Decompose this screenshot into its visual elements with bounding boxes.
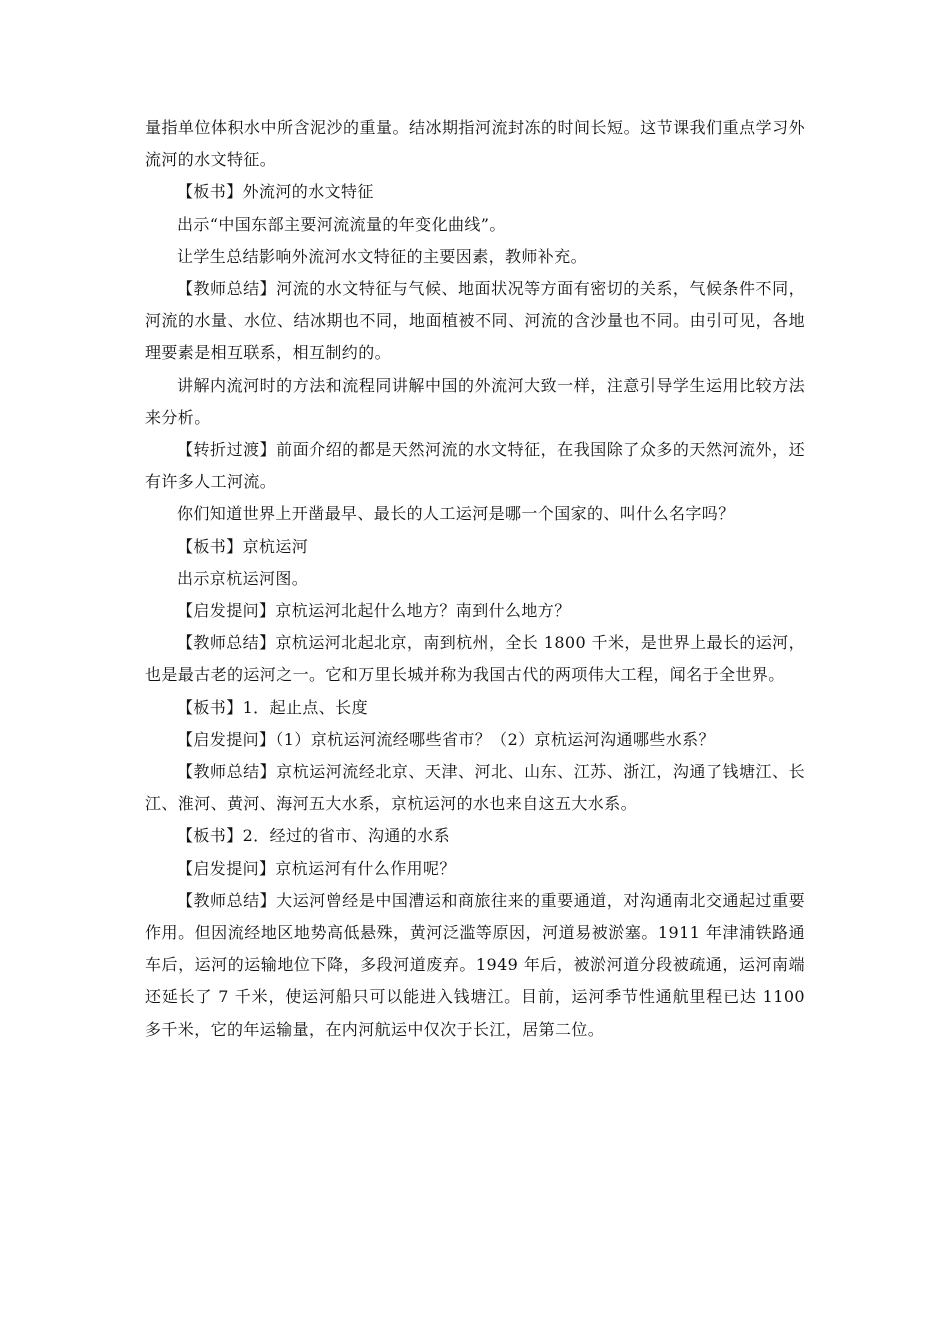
paragraph-show-canal-map: 出示京杭运河图。 [177,568,309,588]
paragraph-teacher-summary-function: 【教师总结】大运河曾经是中国漕运和商旅往来的重要通道，对沟通南北交通起过重要作用。但因流经地区地势高低悬殊，黄河泛滥等原因，河道易被淤塞。1911 年津浦铁路通车后，运河的运输地位下降，多段河道废弃。1949 年后，被淤河道分段被疏通，运河南端还延长了 7 千米，使运河船只可以能进入钱塘江。目前，运河季节性通航里程已达 1100 多千米，它的年运输量，在内河航运中仅次于长江，居第二位。 [145,890,805,1039]
paragraph-inland-river-method: 讲解内流河时的方法和流程同讲解中国的外流河大致一样，注意引导学生运用比较方法来分析。 [145,375,805,427]
paragraph-question-provinces: 【启发提问】（1）京杭运河流经哪些省市？（2）京杭运河沟通哪些水系？ [177,729,715,749]
paragraph-question-start-end: 【启发提问】京杭运河北起什么地方？南到什么地方？ [177,601,571,621]
paragraph-teacher-summary-hydrology: 【教师总结】河流的水文特征与气候、地面状况等方面有密切的关系，气候条件不同，河流的水量、水位、结冰期也不同，地面植被不同、河流的含沙量也不同。由引可见，各地理要素是相互联系，相互制约的。 [145,279,805,363]
paragraph-board-point-2: 【板书】2．经过的省市、沟通的水系 [177,826,450,846]
document-page [145,112,805,1046]
paragraph-intro-continued: 量指单位体积水中所含泥沙的重量。结冰期指河流封冻的时间长短。这节课我们重点学习外流河的水文特征。 [145,118,805,170]
paragraph-board-outflow-river: 【板书】外流河的水文特征 [177,182,374,202]
paragraph-transition: 【转折过渡】前面介绍的都是天然河流的水文特征，在我国除了众多的天然河流外，还有许多人工河流。 [145,440,805,492]
paragraph-question-function: 【启发提问】京杭运河有什么作用呢？ [177,858,456,878]
paragraph-show-flow-curve: 出示“中国东部主要河流流量的年变化曲线”。 [177,214,506,234]
paragraph-question-canal: 你们知道世界上开凿最早、最长的人工运河是哪一个国家的、叫什么名字吗？ [177,504,735,524]
paragraph-board-point-1: 【板书】1．起止点、长度 [177,697,368,717]
paragraph-board-grand-canal: 【板书】京杭运河 [177,536,309,556]
paragraph-teacher-summary-length: 【教师总结】京杭运河北起北京，南到杭州，全长 1800 千米，是世界上最长的运河，也是最古老的运河之一。它和万里长城并称为我国古代的两项伟大工程，闻名于全世界。 [145,633,805,685]
paragraph-teacher-summary-provinces: 【教师总结】京杭运河流经北京、天津、河北、山东、江苏、浙江，沟通了钱塘江、长江、淮河、黄河、海河五大水系，京杭运河的水也来自这五大水系。 [145,762,805,814]
paragraph-student-summary: 让学生总结影响外流河水文特征的主要因素，教师补充。 [177,246,588,266]
